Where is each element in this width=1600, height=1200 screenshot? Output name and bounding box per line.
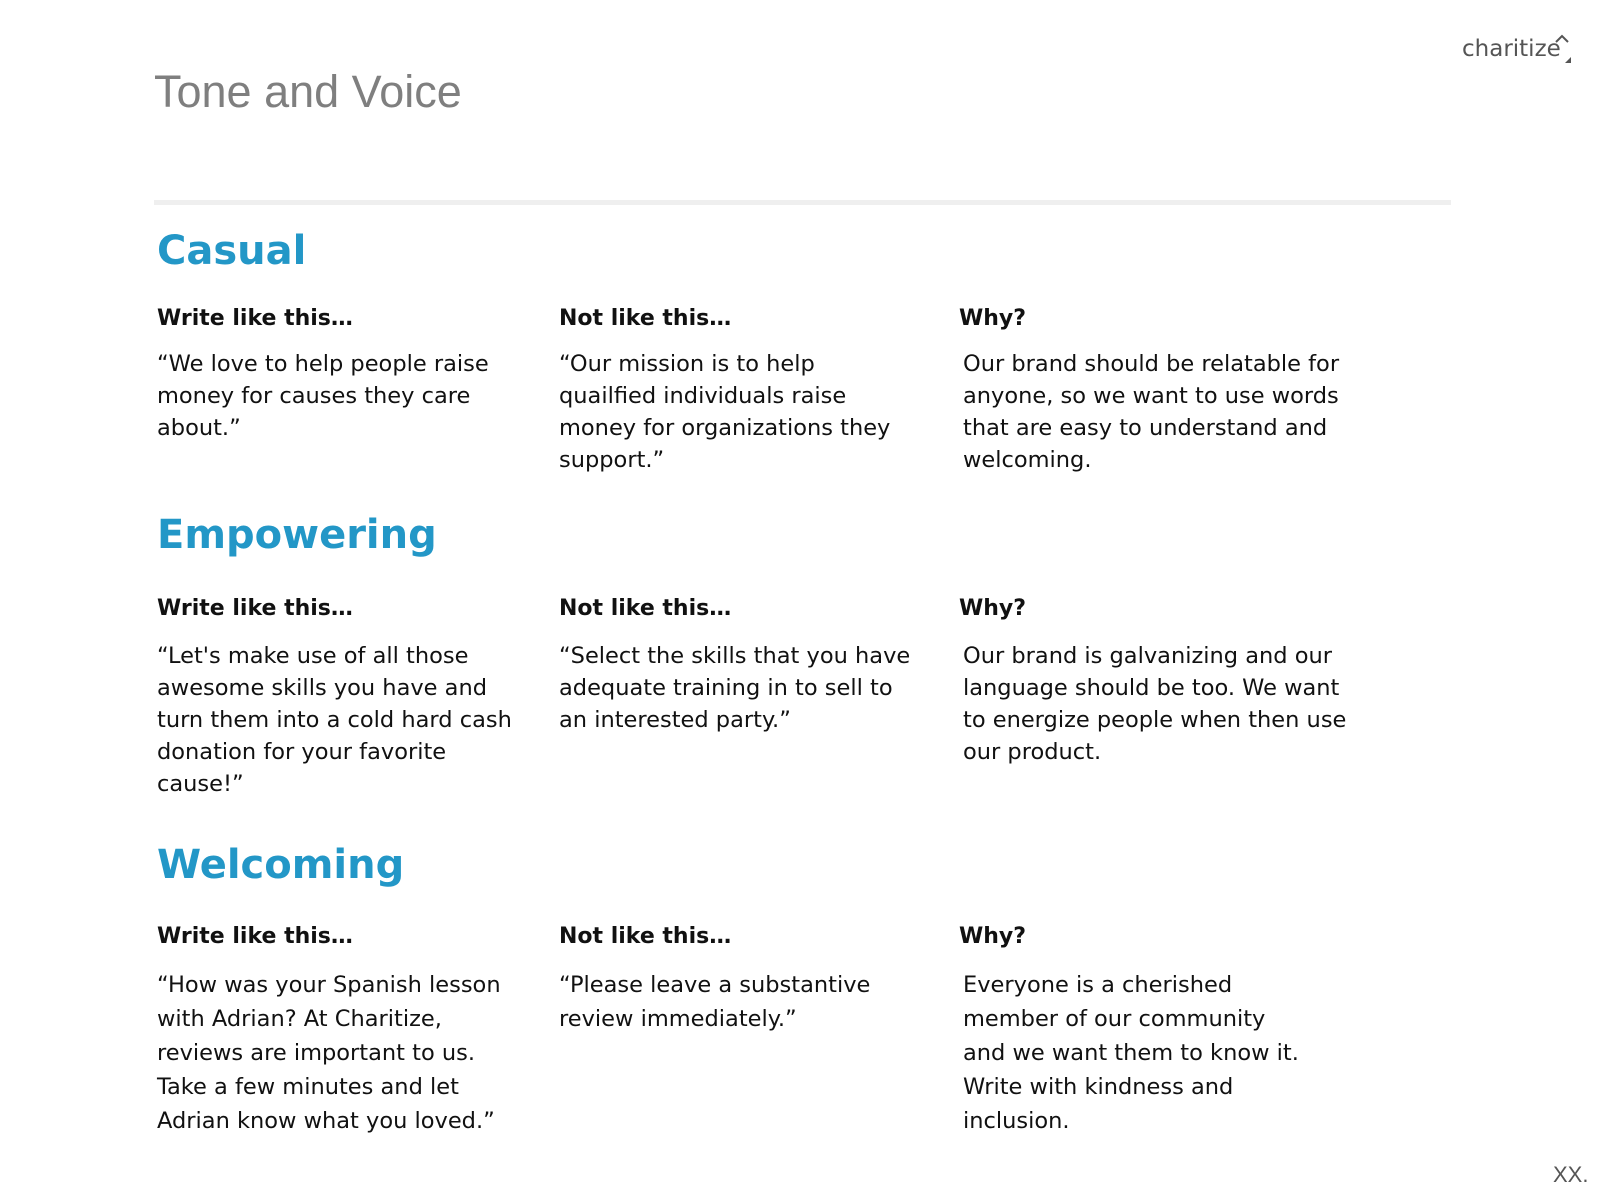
write-example-text: “We love to help people raise money for causes they care about.” [157,351,489,441]
write-like-this-label: Write like this… [157,924,353,949]
section-title-welcoming: Welcoming [157,842,405,888]
write-example-text: “Let's make use of all those awesome skills you have and turn them into a cold hard cash donation for your favorite cause!” [157,643,512,797]
section-title-empowering: Empowering [157,512,437,558]
chevron-up-accent-icon [1553,30,1571,70]
page-title: Tone and Voice [154,66,462,117]
not-like-this-label: Not like this… [559,596,732,621]
not-example-text: “Please leave a substantive review immediately.” [559,972,871,1032]
why-explanation-text: Our brand should be relatable for anyone, so we want to use words that are easy to understand and welcoming. [963,351,1340,473]
write-example-text: “How was your Spanish lesson with Adrian? At Charitize, reviews are important to us. Take a few minutes and let Adrian know what you loved.” [157,972,501,1134]
why-label: Why? [959,596,1027,621]
why-label: Why? [959,924,1027,949]
why-explanation-text: Our brand is galvanizing and our language should be too. We want to energize people when then use our product. [963,643,1347,765]
not-example-text: “Select the skills that you have adequate training in to sell to an interested party.” [559,643,911,733]
not-like-this-label: Not like this… [559,924,732,949]
why-explanation-text: Everyone is a cherished member of our community and we want them to know it. Write with kindness and inclusion. [963,972,1299,1134]
not-example-text: “Our mission is to help quailfied individuals raise money for organizations they support.” [559,351,891,473]
page-number: XX. [1553,1162,1589,1187]
write-like-this-label: Write like this… [157,596,353,621]
why-label: Why? [959,306,1027,331]
brand-logo [1462,30,1582,70]
not-like-this-label: Not like this… [559,306,732,331]
write-like-this-label: Write like this… [157,306,353,331]
section-title-casual: Casual [157,228,307,274]
brand-logo-text: charitize [1462,36,1561,62]
title-divider [154,200,1451,205]
